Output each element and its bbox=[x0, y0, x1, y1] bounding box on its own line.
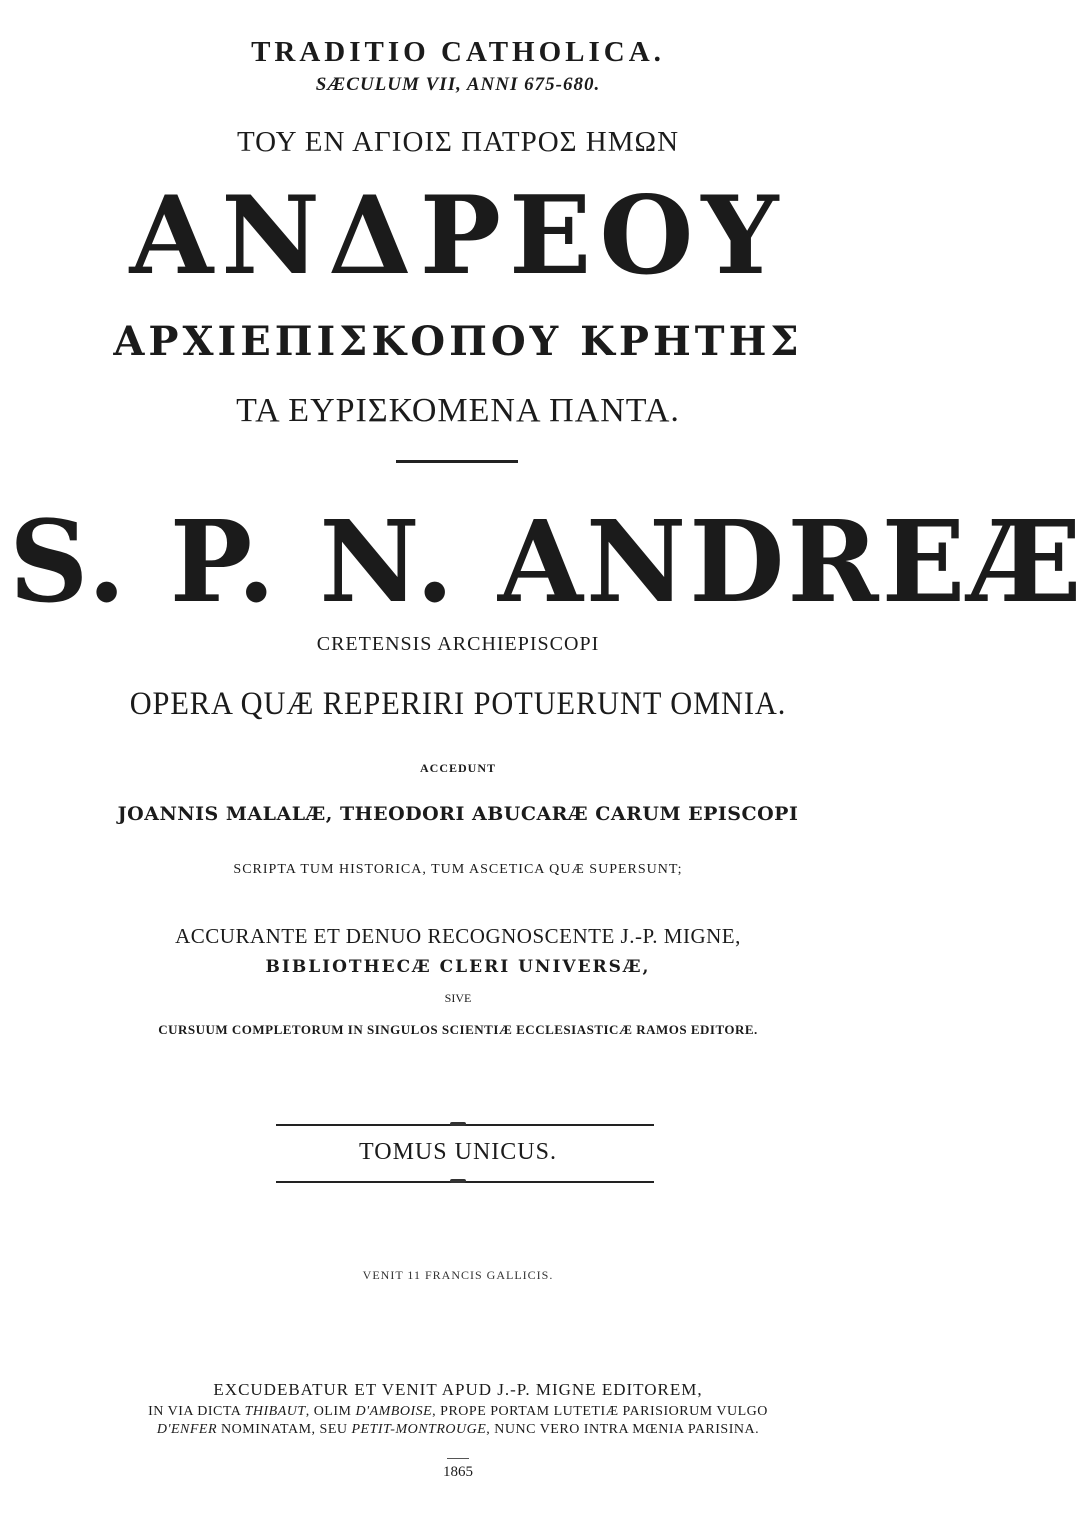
volume-label: TOMUS UNICUS. bbox=[359, 1139, 557, 1165]
additional-authors: JOANNIS MALALÆ, THEODORI ABUCARÆ CARUM EPISCOPI bbox=[117, 803, 799, 825]
scripta-line: SCRIPTA TUM HISTORICA, TUM ASCETICA QUÆ SUPERSUNT; bbox=[233, 862, 683, 877]
imprint-line-2 bbox=[0, 1404, 916, 1420]
ornament-top bbox=[450, 1122, 466, 1126]
accedunt-label: ACCEDUNT bbox=[419, 761, 496, 775]
cursuum-line: CURSUUM COMPLETORUM IN SINGULOS SCIENTIÆ ECCLESIASTICÆ RAMOS EDITORE. bbox=[158, 1022, 758, 1037]
imprint-street: THIBAUT bbox=[244, 1404, 306, 1419]
imprint-text: NOMINATAM, SEU bbox=[217, 1422, 352, 1437]
ornament-bottom bbox=[450, 1179, 466, 1183]
latin-works-line: OPERA QUÆ REPERIRI POTUERUNT OMNIA. bbox=[129, 686, 787, 722]
section-divider bbox=[396, 460, 518, 463]
imprint-district: PETIT-MONTROUGE bbox=[351, 1422, 487, 1437]
latin-author-title: CRETENSIS ARCHIEPISCOPI bbox=[316, 633, 600, 655]
imprint-text: , PROPE PORTAM LUTETIÆ PARISIORUM VULGO bbox=[432, 1404, 768, 1419]
period-subtitle: SÆCULUM VII, ANNI 675-680. bbox=[315, 74, 601, 95]
year-rule bbox=[447, 1458, 469, 1459]
editor-line: ACCURANTE ET DENUO RECOGNOSCENTE J.-P. MIGNE, bbox=[175, 924, 741, 948]
price-line: VENIT 11 FRANCIS GALLICIS. bbox=[362, 1268, 554, 1282]
publication-year: 1865 bbox=[443, 1464, 473, 1480]
imprint-line-1: EXCUDEBATUR ET VENIT APUD J.-P. MIGNE EDITOREM, bbox=[213, 1380, 703, 1399]
imprint-text: IN VIA DICTA bbox=[148, 1404, 245, 1419]
imprint-text: , OLIM bbox=[305, 1404, 356, 1419]
greek-works-line: ΤΑ ΕΥΡΙΣΚΟΜΕΝΑ ΠΑΝΤΑ. bbox=[236, 392, 680, 429]
greek-author-title: ΑΡΧΙΕΠΙΣΚΟΠΟΥ ΚΡΗΤΗΣ bbox=[113, 318, 803, 365]
imprint-gate: D'ENFER bbox=[156, 1422, 218, 1437]
bibliotheca-line: BIBLIOTHECÆ CLERI UNIVERSÆ, bbox=[265, 957, 651, 977]
sive-line: SIVE bbox=[444, 991, 472, 1005]
imprint-line-3 bbox=[0, 1422, 916, 1438]
imprint-text: , NUNC VERO INTRA MŒNIA PARISINA. bbox=[486, 1422, 760, 1437]
greek-heading-line: ΤΟΥ ΕΝ ΑΓΙΟΙΣ ΠΑΤΡΟΣ ΗΜΩΝ bbox=[236, 126, 680, 158]
imprint-old-street: D'AMBOISE bbox=[355, 1404, 433, 1419]
greek-author-name: ΑΝΔΡΕΟΥ bbox=[129, 173, 787, 299]
latin-author-name: S. P. N. ANDREÆ bbox=[9, 497, 1085, 628]
collection-title: TRADITIO CATHOLICA. bbox=[251, 36, 665, 68]
